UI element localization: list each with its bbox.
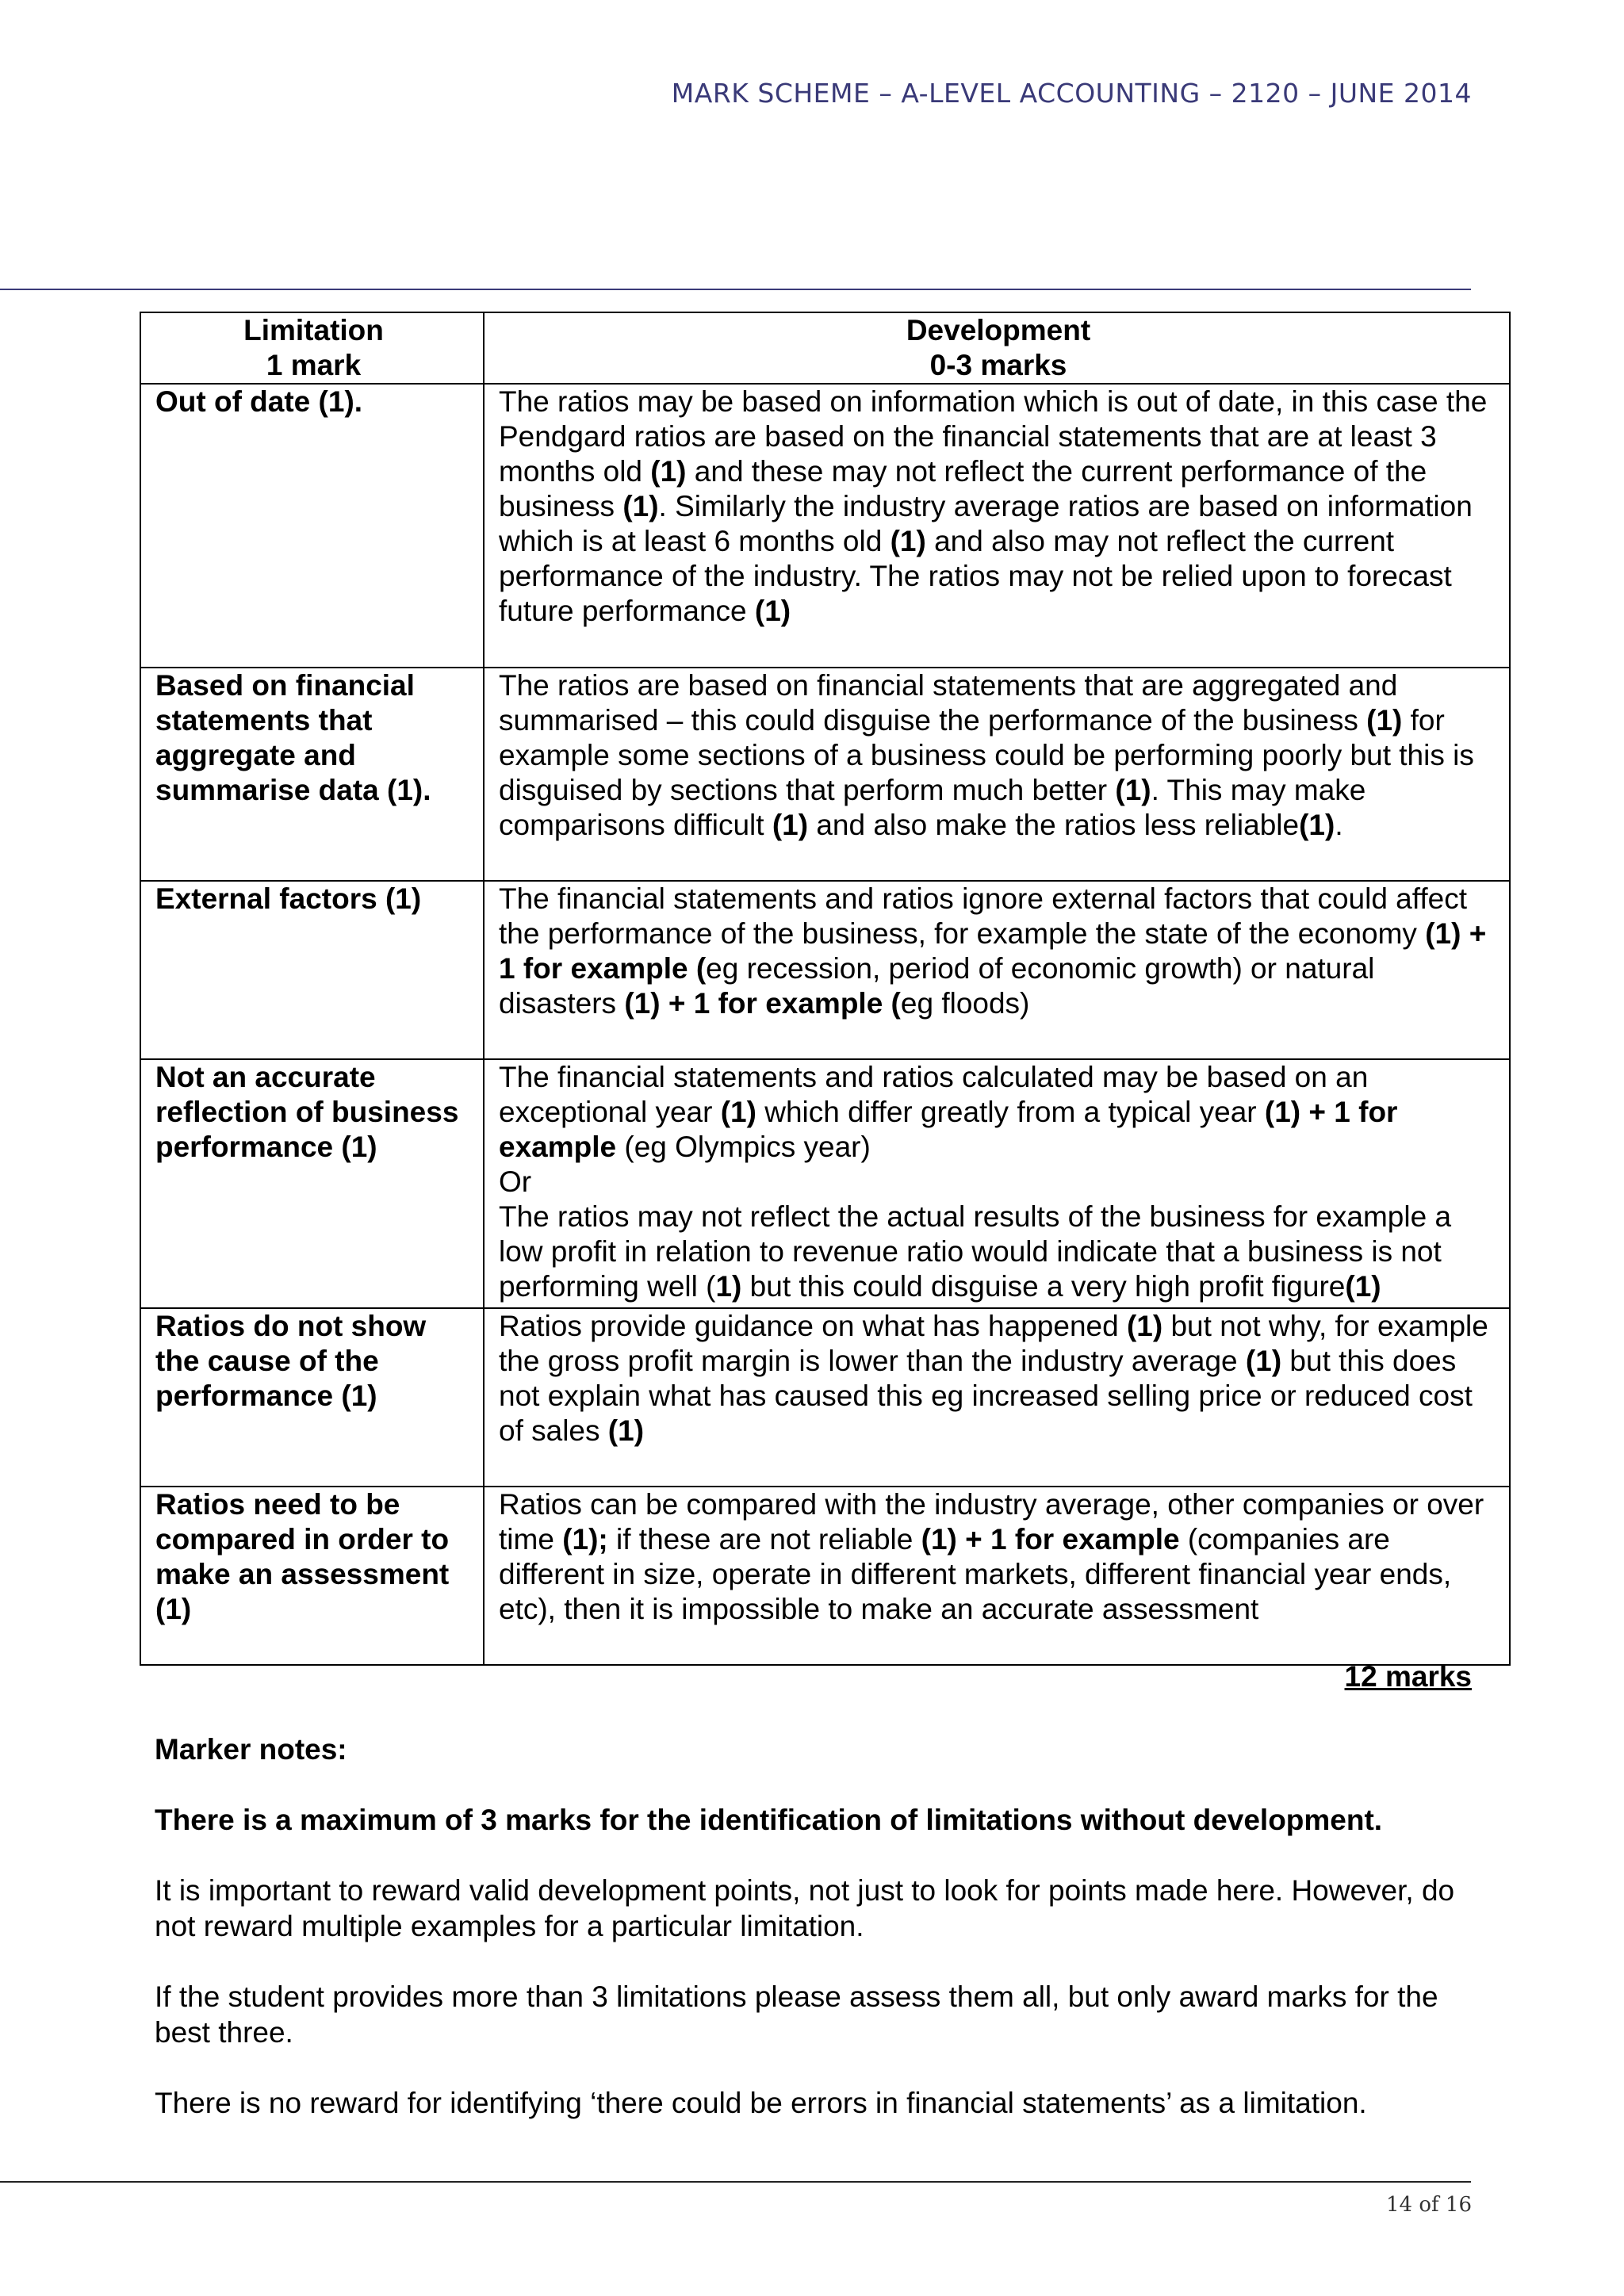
header-limitation (140, 312, 484, 384)
development-text-segment: Ratios can be compared with the industry average, other companies or over time (499, 1488, 1484, 1556)
development-text-segment: (1) (607, 1414, 645, 1447)
limitation-text-segment: Based on financial statements that aggregate and summarise data (1) (155, 669, 423, 806)
development-text-segment: (1) (1115, 774, 1151, 806)
footer-divider (0, 2181, 1471, 2183)
development-text-segment: . (1335, 809, 1343, 841)
development-text-segment: (1) + 1 for example (921, 1523, 1180, 1556)
header-limitation-marks: 1 mark (266, 349, 362, 381)
development-text-segment: eg floods) (900, 987, 1030, 1020)
development-text-segment: (1) (772, 809, 809, 841)
limitation-cell (140, 1059, 484, 1308)
header-divider (0, 289, 1471, 290)
development-text-segment: . This may make comparisons difficult (499, 774, 1366, 841)
development-cell (484, 881, 1510, 1059)
table-row (140, 881, 1510, 1059)
development-text-segment: and also make the ratios less reliable (808, 809, 1300, 841)
limitation-text-segment: Ratios need to be compared in order to make an assessment (1) (155, 1488, 450, 1625)
limitation-text-segment: . (354, 385, 363, 418)
development-text-segment: (1) (622, 490, 659, 522)
marker-notes-paragraph-3: There is no reward for identifying ‘there could be errors in financial statements’ as a limitation. (155, 2087, 1367, 2119)
marker-notes-heading: Marker notes: (155, 1733, 347, 1766)
limitation-cell (140, 1308, 484, 1487)
development-text-segment: (1) (754, 595, 791, 627)
development-text-segment: which differ greatly from a typical year (756, 1096, 1265, 1128)
marker-notes-paragraph-2: If the student provides more than 3 limitations please assess them all, but only award marks for the best three. (155, 1980, 1438, 2049)
development-text-segment: for example some sections of a business could be performing poorly but this is disguised by sections that perform much better (499, 704, 1474, 806)
development-text-segment: and also may not reflect the current performance of the industry. The ratios may not be relied upon to forecast future performance (499, 525, 1452, 627)
development-text-segment: eg recession, period of economic growth) or natural disasters (499, 952, 1375, 1020)
limitation-cell (140, 881, 484, 1059)
mark-scheme-table (140, 312, 1511, 1666)
development-text-segment: and these may not reflect the current performance of the business (499, 455, 1427, 522)
development-text-segment: The financial statements and ratios calculated may be based on an exceptional year (499, 1061, 1369, 1128)
limitation-text-segment: . (423, 774, 431, 806)
development-text-segment: The financial statements and ratios ignore external factors that could affect the performance of the business, for example the state of the economy (499, 882, 1467, 950)
development-text-segment: (1); (562, 1523, 608, 1556)
limitation-text-segment: Out of date (1) (155, 385, 354, 418)
limitation-cell (140, 1487, 484, 1665)
development-text-segment: Or (499, 1165, 532, 1198)
development-text-segment: The ratios may not reflect the actual results of the business for example a low profit in relation to revenue ratio would indicate that a business is not performing well ( (499, 1200, 1452, 1303)
development-text-segment: 1) (715, 1270, 742, 1303)
marker-notes-max-marks: There is a maximum of 3 marks for the identification of limitations without development. (155, 1804, 1383, 1836)
development-text-segment: . Similarly the industry average ratios are based on information which is at least 6 months old (499, 490, 1473, 557)
total-marks: 12 marks (1344, 1660, 1472, 1693)
development-text-segment: (1) + 1 for example (499, 1096, 1398, 1163)
header-development-marks: 0-3 marks (929, 349, 1067, 381)
development-cell (484, 1487, 1510, 1665)
development-text-segment: (1) (1299, 809, 1335, 841)
development-text-segment: (1) (890, 525, 926, 557)
development-text-segment: (1) + 1 for example ( (624, 987, 901, 1020)
table-row (140, 384, 1510, 668)
development-text-segment: The ratios are based on financial statements that are aggregated and summarised – this could disguise the performance of the business (499, 669, 1398, 737)
limitation-text-segment: Ratios do not show the cause of the performance (1) (155, 1310, 427, 1412)
table-row (140, 1308, 1510, 1487)
page-header-title: MARK SCHEME – A-LEVEL ACCOUNTING – 2120 – JUNE 2014 (671, 78, 1472, 109)
development-text-segment: but this does not explain what has caused this eg increased selling price or reduced cost of sales (499, 1345, 1473, 1447)
header-development (484, 312, 1510, 384)
development-text-segment: (1) (720, 1096, 756, 1128)
limitation-text-segment: External factors (1) (155, 882, 422, 915)
development-text-segment: if these are not reliable (607, 1523, 921, 1556)
development-cell (484, 668, 1510, 881)
header-development-title: Development (906, 314, 1091, 346)
development-text-segment: but not why, for example the gross profit margin is lower than the industry average (499, 1310, 1488, 1377)
limitation-cell (140, 668, 484, 881)
table-row (140, 1059, 1510, 1308)
development-cell (484, 1308, 1510, 1487)
development-cell (484, 384, 1510, 668)
limitation-text-segment: Not an accurate reflection of business performance (1) (155, 1061, 459, 1163)
development-cell (484, 1059, 1510, 1308)
marker-notes-paragraph-1: It is important to reward valid development points, not just to look for points made here. However, do not reward multiple examples for a particular limitation. (155, 1874, 1455, 1942)
development-text-segment: (1) (1126, 1310, 1163, 1342)
table-row (140, 668, 1510, 881)
development-text-segment: (1) (1245, 1345, 1282, 1377)
development-text-segment: (companies are different in size, operate in different markets, different financial year ends, etc), then it is impossible to make an accurate assessment (499, 1523, 1452, 1625)
development-text-segment: (eg Olympics year) (616, 1131, 871, 1163)
header-limitation-title: Limitation (243, 314, 384, 346)
development-text-segment: Ratios provide guidance on what has happened (499, 1310, 1127, 1342)
table-row (140, 1487, 1510, 1665)
development-text-segment: The ratios may be based on information which is out of date, in this case the Pendgard ratios are based on the financial statements that are at least 3 months old (499, 385, 1488, 488)
page-number: 14 of 16 (1386, 2193, 1472, 2217)
development-text-segment: (1) + 1 for example ( (499, 917, 1487, 985)
development-text-segment: (1) (1366, 704, 1403, 737)
development-text-segment: but this could disguise a very high profit figure (741, 1270, 1346, 1303)
development-text-segment: (1) (1345, 1270, 1381, 1303)
development-text-segment: (1) (650, 455, 687, 488)
limitation-cell (140, 384, 484, 668)
